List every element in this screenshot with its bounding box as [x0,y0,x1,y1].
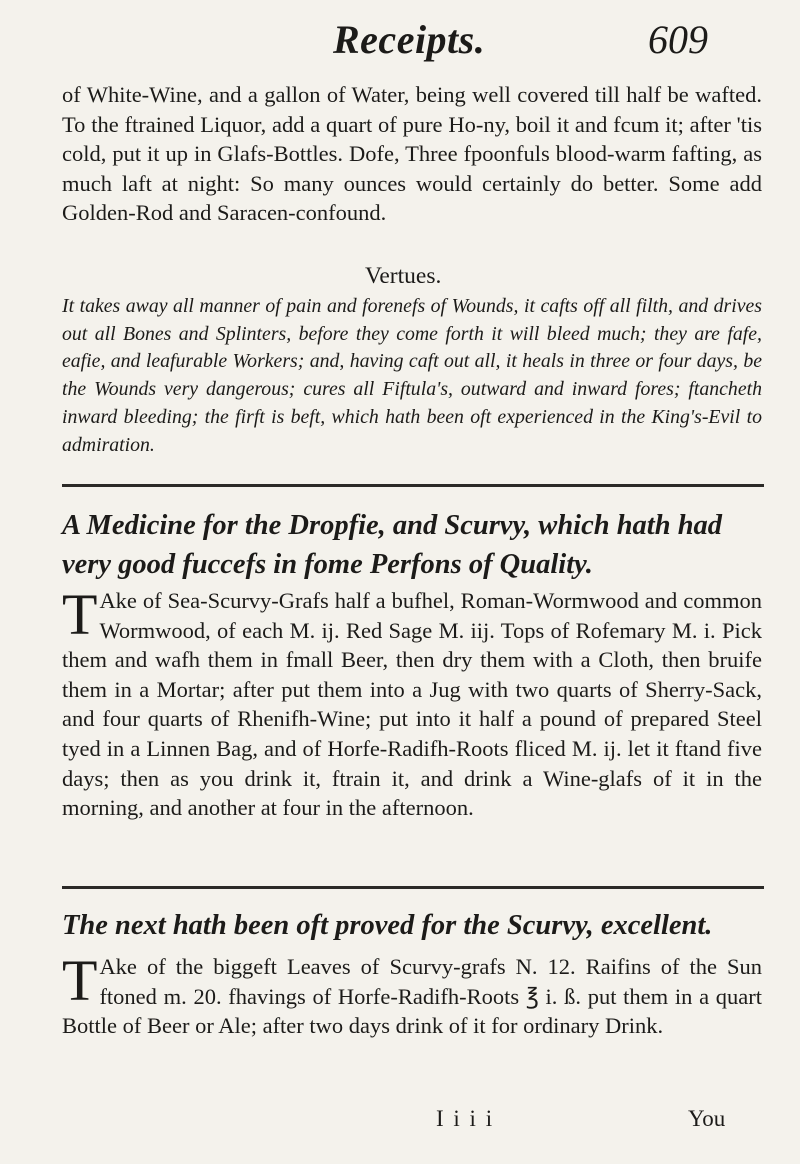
continued-recipe-text: of White-Wine, and a gallon of Water, being well covered till half be wafted. To the ftrained Liquor, add a quart of pure Ho-ny, boil it and fcum it; after 'tis cold, put it up in Glafs-Bottles. Dofe, Three fpoonfuls blood-warm fafting, as much laft at night: So many ounces would certainly do better. Some add Golden-Rod and Saracen-confound. [62,82,762,226]
recipe-body-text: Ake of the biggeft Leaves of Scurvy-grafs N. 12. Raifins of the Sun ftoned m. 20. fhavings of Horfe-Radifh-Roots ℥ i. ß. put them in a quart Bottle of Beer or Ale; after two days drink of it for ordinary Drink. [62,954,762,1039]
signature-mark: I i i i [436,1106,495,1131]
recipe-body [62,582,762,823]
drop-cap: T [62,582,98,647]
recipe-body-text: Ake of Sea-Scurvy-Grafs half a bufhel, Roman-Wormwood and common Wormwood, of each M. ij. Red Sage M. iij. Tops of Rofemary M. i. Pick them and wafh them in fmall Beer, then dry them with a Cloth, then bruife them in a Mortar; after put them into a Jug with two quarts of Sherry-Sack, and four quarts of Rhenifh-Wine; put into it half a pound of prepared Steel tyed in a Linnen Bag, and of Horfe-Radifh-Roots fliced M. ij. let it ftand five days; then as you drink it, ftrain it, and drink a Wine-glafs of it in the morning, and another at four in the afternoon. [62,588,762,821]
section-divider [62,484,764,487]
virtues-heading: Vertues. [365,263,442,289]
recipe-body [62,948,762,1041]
recipe-title: The next hath been oft proved for the Scurvy, excellent. [62,910,713,941]
recipe-title: A Medicine for the Dropfie, and Scurvy, which hath had very good fuccefs in fome Perfons of Quality. [62,510,723,580]
section-divider [62,886,764,889]
virtues-text: It takes away all manner of pain and forenefs of Wounds, it cafts off all filth, and drives out all Bones and Splinters, before they come forth it will bleed much; they are fafe, eafie, and leafurable Workers; and, having caft out all, it heals in three or four days, be the Wounds very dangerous; cures all Fiftula's, outward and inward fores; ftancheth inward bleeding; the firft is beft, which hath been oft experienced in the King's-Evil to admiration. [62,295,762,456]
page-header [0,14,800,74]
running-title: Receipts. [333,17,486,62]
page-number: 609 [648,17,708,62]
catchword: You [688,1106,726,1131]
drop-cap: T [62,948,98,1013]
